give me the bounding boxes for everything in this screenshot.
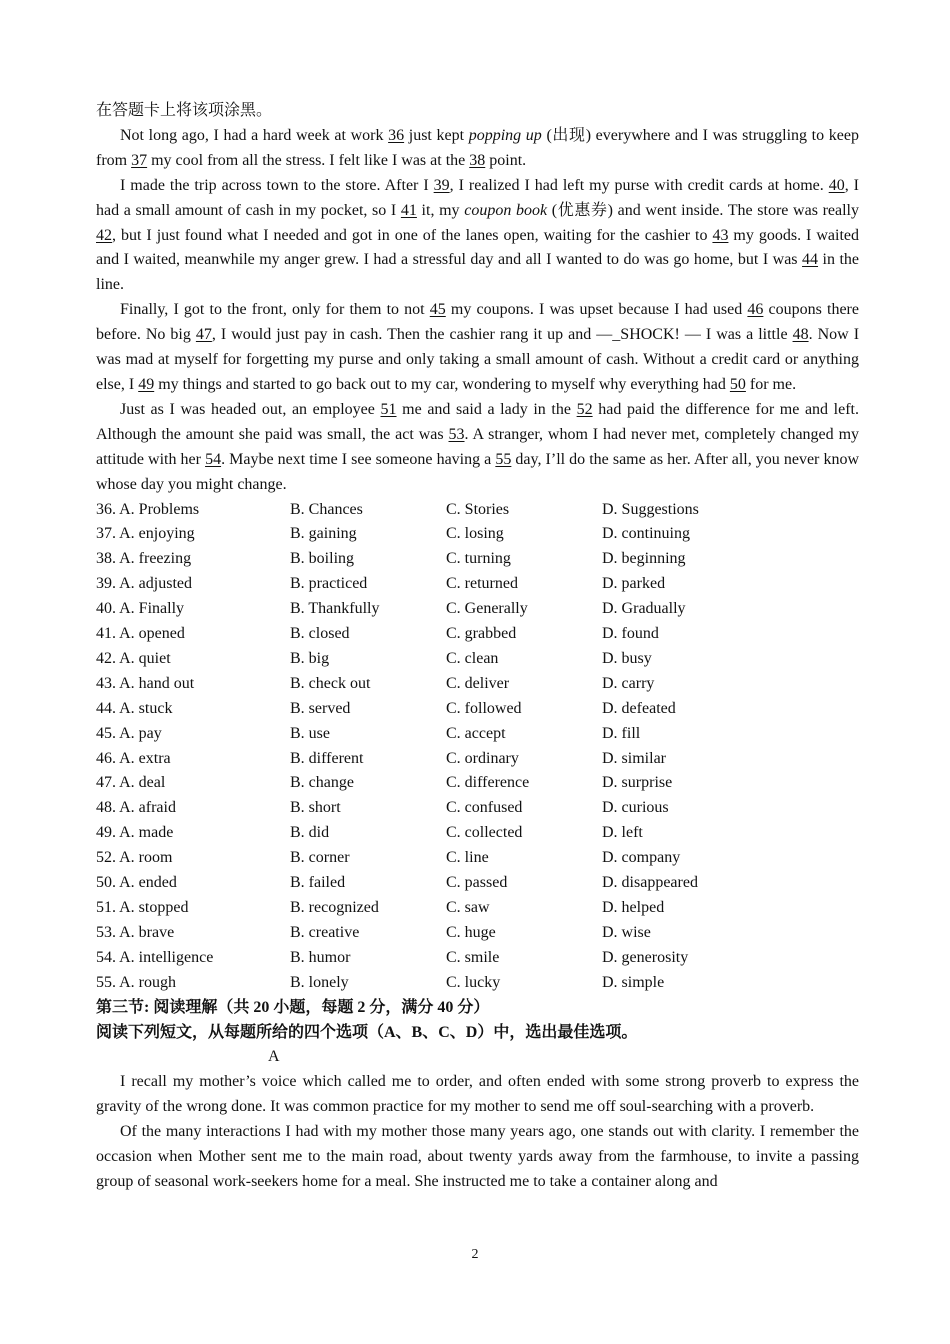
passage-paragraph (96, 398, 859, 498)
text-run: . A stranger, whom I had never met, completely changed my attitude with her (96, 425, 860, 468)
blank-number: 47 (195, 326, 212, 344)
blank-number: 42 (96, 226, 112, 244)
option-cell: B. served (290, 699, 351, 717)
blank-number: 49 (138, 375, 155, 393)
option-cell: D. curious (602, 799, 669, 817)
option-cell: 42. A. quiet (96, 649, 171, 667)
option-cell: D. similar (602, 749, 666, 767)
text-run: Finally, I got to the front, only for them to not (120, 301, 430, 319)
option-cell: D. found (602, 625, 659, 643)
option-cell: B. closed (290, 625, 350, 643)
option-cell: D. left (602, 824, 643, 842)
option-cell: 52. A. room (96, 849, 173, 867)
text-run: Just as I was headed out, an employee (120, 400, 381, 418)
option-cell: B. big (290, 649, 330, 667)
option-row (96, 498, 859, 523)
option-row (96, 697, 859, 722)
blank-number: 36 (388, 126, 405, 144)
text-run: , I had a small amount of cash in my pocket, so I (96, 176, 859, 219)
option-cell: B. gaining (290, 525, 357, 543)
option-row (96, 921, 859, 946)
text-run: it, my (416, 201, 465, 219)
blank-number: 40 (828, 176, 845, 194)
option-row (96, 747, 859, 772)
option-cell: C. lucky (446, 973, 501, 991)
option-cell: 37. A. enjoying (96, 525, 195, 543)
option-cell: D. Suggestions (602, 500, 699, 518)
option-cell: 49. A. made (96, 824, 174, 842)
option-cell: 39. A. adjusted (96, 575, 192, 593)
option-cell: 47. A. deal (96, 774, 166, 792)
option-row (96, 946, 859, 971)
option-cell: B. lonely (290, 973, 349, 991)
option-cell: C. smile (446, 948, 500, 966)
blank-number: 55 (495, 450, 512, 468)
option-row (96, 821, 859, 846)
option-cell: D. parked (602, 575, 666, 593)
option-cell: 45. A. pay (96, 724, 162, 742)
option-row (96, 771, 859, 796)
passage-paragraph (96, 298, 859, 398)
option-cell: B. short (290, 799, 341, 817)
text-run: , I realized I had left my purse with credit cards at home. (449, 176, 829, 194)
option-row (96, 597, 859, 622)
option-row (96, 572, 859, 597)
option-cell: D. simple (602, 973, 665, 991)
passage-a-paragraph: I recall my mother’s voice which called me to order, and often ended with some strong proverb to express the gravity of the wrong done. It was common practice for my mother to send me off soul-searching with a proverb. (96, 1073, 859, 1116)
option-cell: B. different (290, 749, 364, 767)
option-cell: 46. A. extra (96, 749, 171, 767)
blank-number: 53 (448, 425, 465, 443)
text-run: , I would just pay in cash. Then the cashier rang it up and —_SHOCK! — I was a little (211, 326, 793, 344)
blank-number: 54 (205, 450, 222, 468)
text-run: . Now I was mad at myself for forgetting my purse and only taking a small amount of cash. Without a credit card or anything else, I (96, 326, 860, 393)
text-run: coupons there before. No big (96, 301, 859, 344)
option-cell: C. confused (446, 799, 523, 817)
exam-page (96, 99, 859, 1195)
text-run: (优惠券) and went inside. The store was really (547, 201, 859, 219)
option-row (96, 896, 859, 921)
option-cell: D. defeated (602, 699, 676, 717)
text-run: my coupons. I was upset because I had used (445, 301, 748, 319)
option-cell: C. line (446, 849, 489, 867)
text-run: my goods. I waited and I waited, meanwhile my anger grew. I had a stressful day and all I wanted to do was go home, but I was (96, 226, 860, 269)
blank-number: 45 (429, 301, 446, 319)
option-cell: B. check out (290, 674, 371, 692)
option-cell: C. difference (446, 774, 530, 792)
option-cell: 38. A. freezing (96, 550, 192, 568)
option-cell: 43. A. hand out (96, 674, 195, 692)
text-run: point. (485, 151, 527, 169)
blank-number: 52 (576, 400, 593, 418)
text-run: (出现) everywhere and I was struggling to keep from (96, 126, 859, 169)
option-cell: C. followed (446, 699, 522, 717)
option-row (96, 722, 859, 747)
text-run: my things and started to go back out to my car, wondering to myself why everything had (154, 375, 730, 393)
option-cell: 50. A. ended (96, 874, 177, 892)
option-row (96, 522, 859, 547)
option-cell: D. fill (602, 724, 641, 742)
option-cell: D. wise (602, 923, 651, 941)
italic-term: coupon book (464, 201, 548, 219)
option-cell: C. saw (446, 899, 490, 916)
option-cell: C. huge (446, 923, 496, 941)
option-cell: D. continuing (602, 525, 690, 543)
option-cell: 41. A. opened (96, 625, 185, 643)
passage-a (96, 1070, 859, 1195)
option-cell: C. Generally (446, 600, 528, 618)
option-cell: D. beginning (602, 550, 686, 568)
blank-number: 46 (747, 301, 764, 319)
text-run: had paid the difference for me and left. Although the amount she paid was small, the act was (96, 400, 860, 443)
option-cell: B. practiced (290, 575, 368, 593)
blank-number: 48 (792, 326, 809, 344)
passage-paragraph (96, 174, 859, 299)
option-cell: 40. A. Finally (96, 600, 185, 618)
instruction-line: 在答题卡上将该项涂黑。 (96, 102, 273, 119)
italic-term: popping up (468, 126, 542, 144)
option-cell: B. creative (290, 923, 360, 941)
option-row (96, 971, 859, 996)
text-run: in the line. (96, 251, 859, 294)
option-cell: B. recognized (290, 899, 379, 916)
option-cell: D. busy (602, 649, 652, 667)
passage-a-label: A (268, 1048, 280, 1066)
option-row (96, 622, 859, 647)
option-cell: C. accept (446, 724, 506, 742)
option-cell: 54. A. intelligence (96, 948, 214, 966)
blank-number: 51 (380, 400, 397, 418)
option-cell: C. clean (446, 649, 499, 667)
text-run: me and said a lady in the (396, 400, 577, 418)
option-cell: B. corner (290, 849, 350, 867)
option-cell: D. helped (602, 899, 665, 916)
text-run: I made the trip across town to the store. After I (120, 176, 434, 194)
option-cell: B. failed (290, 874, 346, 892)
blank-number: 50 (729, 375, 746, 393)
option-cell: C. deliver (446, 674, 510, 692)
option-cell: C. collected (446, 824, 523, 842)
blank-number: 38 (469, 151, 486, 169)
text-run: Not long ago, I had a hard week at work (120, 126, 389, 144)
option-cell: B. Thankfully (290, 600, 380, 618)
blank-number: 43 (712, 226, 729, 244)
options-table (96, 498, 859, 996)
option-cell: C. passed (446, 874, 508, 892)
section3-title: 第三节: 阅读理解（共 20 小题，每题 2 分，满分 40 分） (96, 998, 490, 1016)
option-cell: D. generosity (602, 948, 689, 966)
option-cell: D. company (602, 849, 681, 867)
option-row (96, 796, 859, 821)
text-run: . Maybe next time I see someone having a (221, 450, 496, 468)
option-row (96, 647, 859, 672)
option-cell: 36. A. Problems (96, 500, 200, 518)
text-run: my cool from all the stress. I felt like I was at the (147, 151, 470, 169)
option-cell: 51. A. stopped (96, 899, 189, 916)
option-cell: D. surprise (602, 774, 673, 792)
passage-paragraph (96, 124, 859, 174)
option-cell: 48. A. afraid (96, 799, 176, 817)
option-cell: B. humor (290, 948, 351, 966)
option-cell: 53. A. brave (96, 923, 175, 941)
option-row (96, 547, 859, 572)
page-number: 2 (471, 1247, 479, 1262)
text-run: , but I just found what I needed and got in one of the lanes open, waiting for the cashier to (112, 226, 713, 244)
passage-a-paragraph: Of the many interactions I had with my mother those many years ago, one stands out with clarity. I remember the occasion when Mother sent me to the main road, about twenty yards away from the farmhouse, to invite a passing group of seasonal work-seekers home for a meal. She instructed me to take a container along and (96, 1123, 859, 1190)
option-cell: 44. A. stuck (96, 699, 173, 717)
option-row (96, 871, 859, 896)
option-cell: D. disappeared (602, 874, 698, 892)
option-cell: C. returned (446, 575, 518, 593)
option-cell: C. turning (446, 550, 511, 568)
option-cell: B. did (290, 824, 330, 842)
text-run: day, I’ll do the same as her. After all, you never know whose day you might change. (96, 450, 860, 493)
option-cell: B. use (290, 724, 330, 742)
option-cell: B. boiling (290, 550, 355, 568)
option-cell: C. Stories (446, 500, 510, 518)
blank-number: 41 (400, 201, 417, 219)
option-cell: B. Chances (290, 500, 363, 518)
option-cell: B. change (290, 774, 354, 792)
option-cell: C. grabbed (446, 625, 517, 643)
option-cell: C. losing (446, 525, 504, 543)
option-row (96, 846, 859, 871)
blank-number: 39 (433, 176, 450, 194)
option-cell: D. Gradually (602, 600, 686, 618)
option-cell: 55. A. rough (96, 973, 176, 991)
section3-instruction: 阅读下列短文，从每题所给的四个选项（A、B、C、D）中，选出最佳选项。 (96, 1023, 638, 1041)
cloze-passage (96, 124, 859, 498)
option-row (96, 672, 859, 697)
blank-number: 44 (802, 251, 819, 269)
text-run: for me. (745, 375, 797, 393)
option-cell: C. ordinary (446, 749, 519, 767)
blank-number: 37 (131, 151, 148, 169)
option-cell: D. carry (602, 674, 655, 692)
text-run: just kept (404, 126, 469, 144)
